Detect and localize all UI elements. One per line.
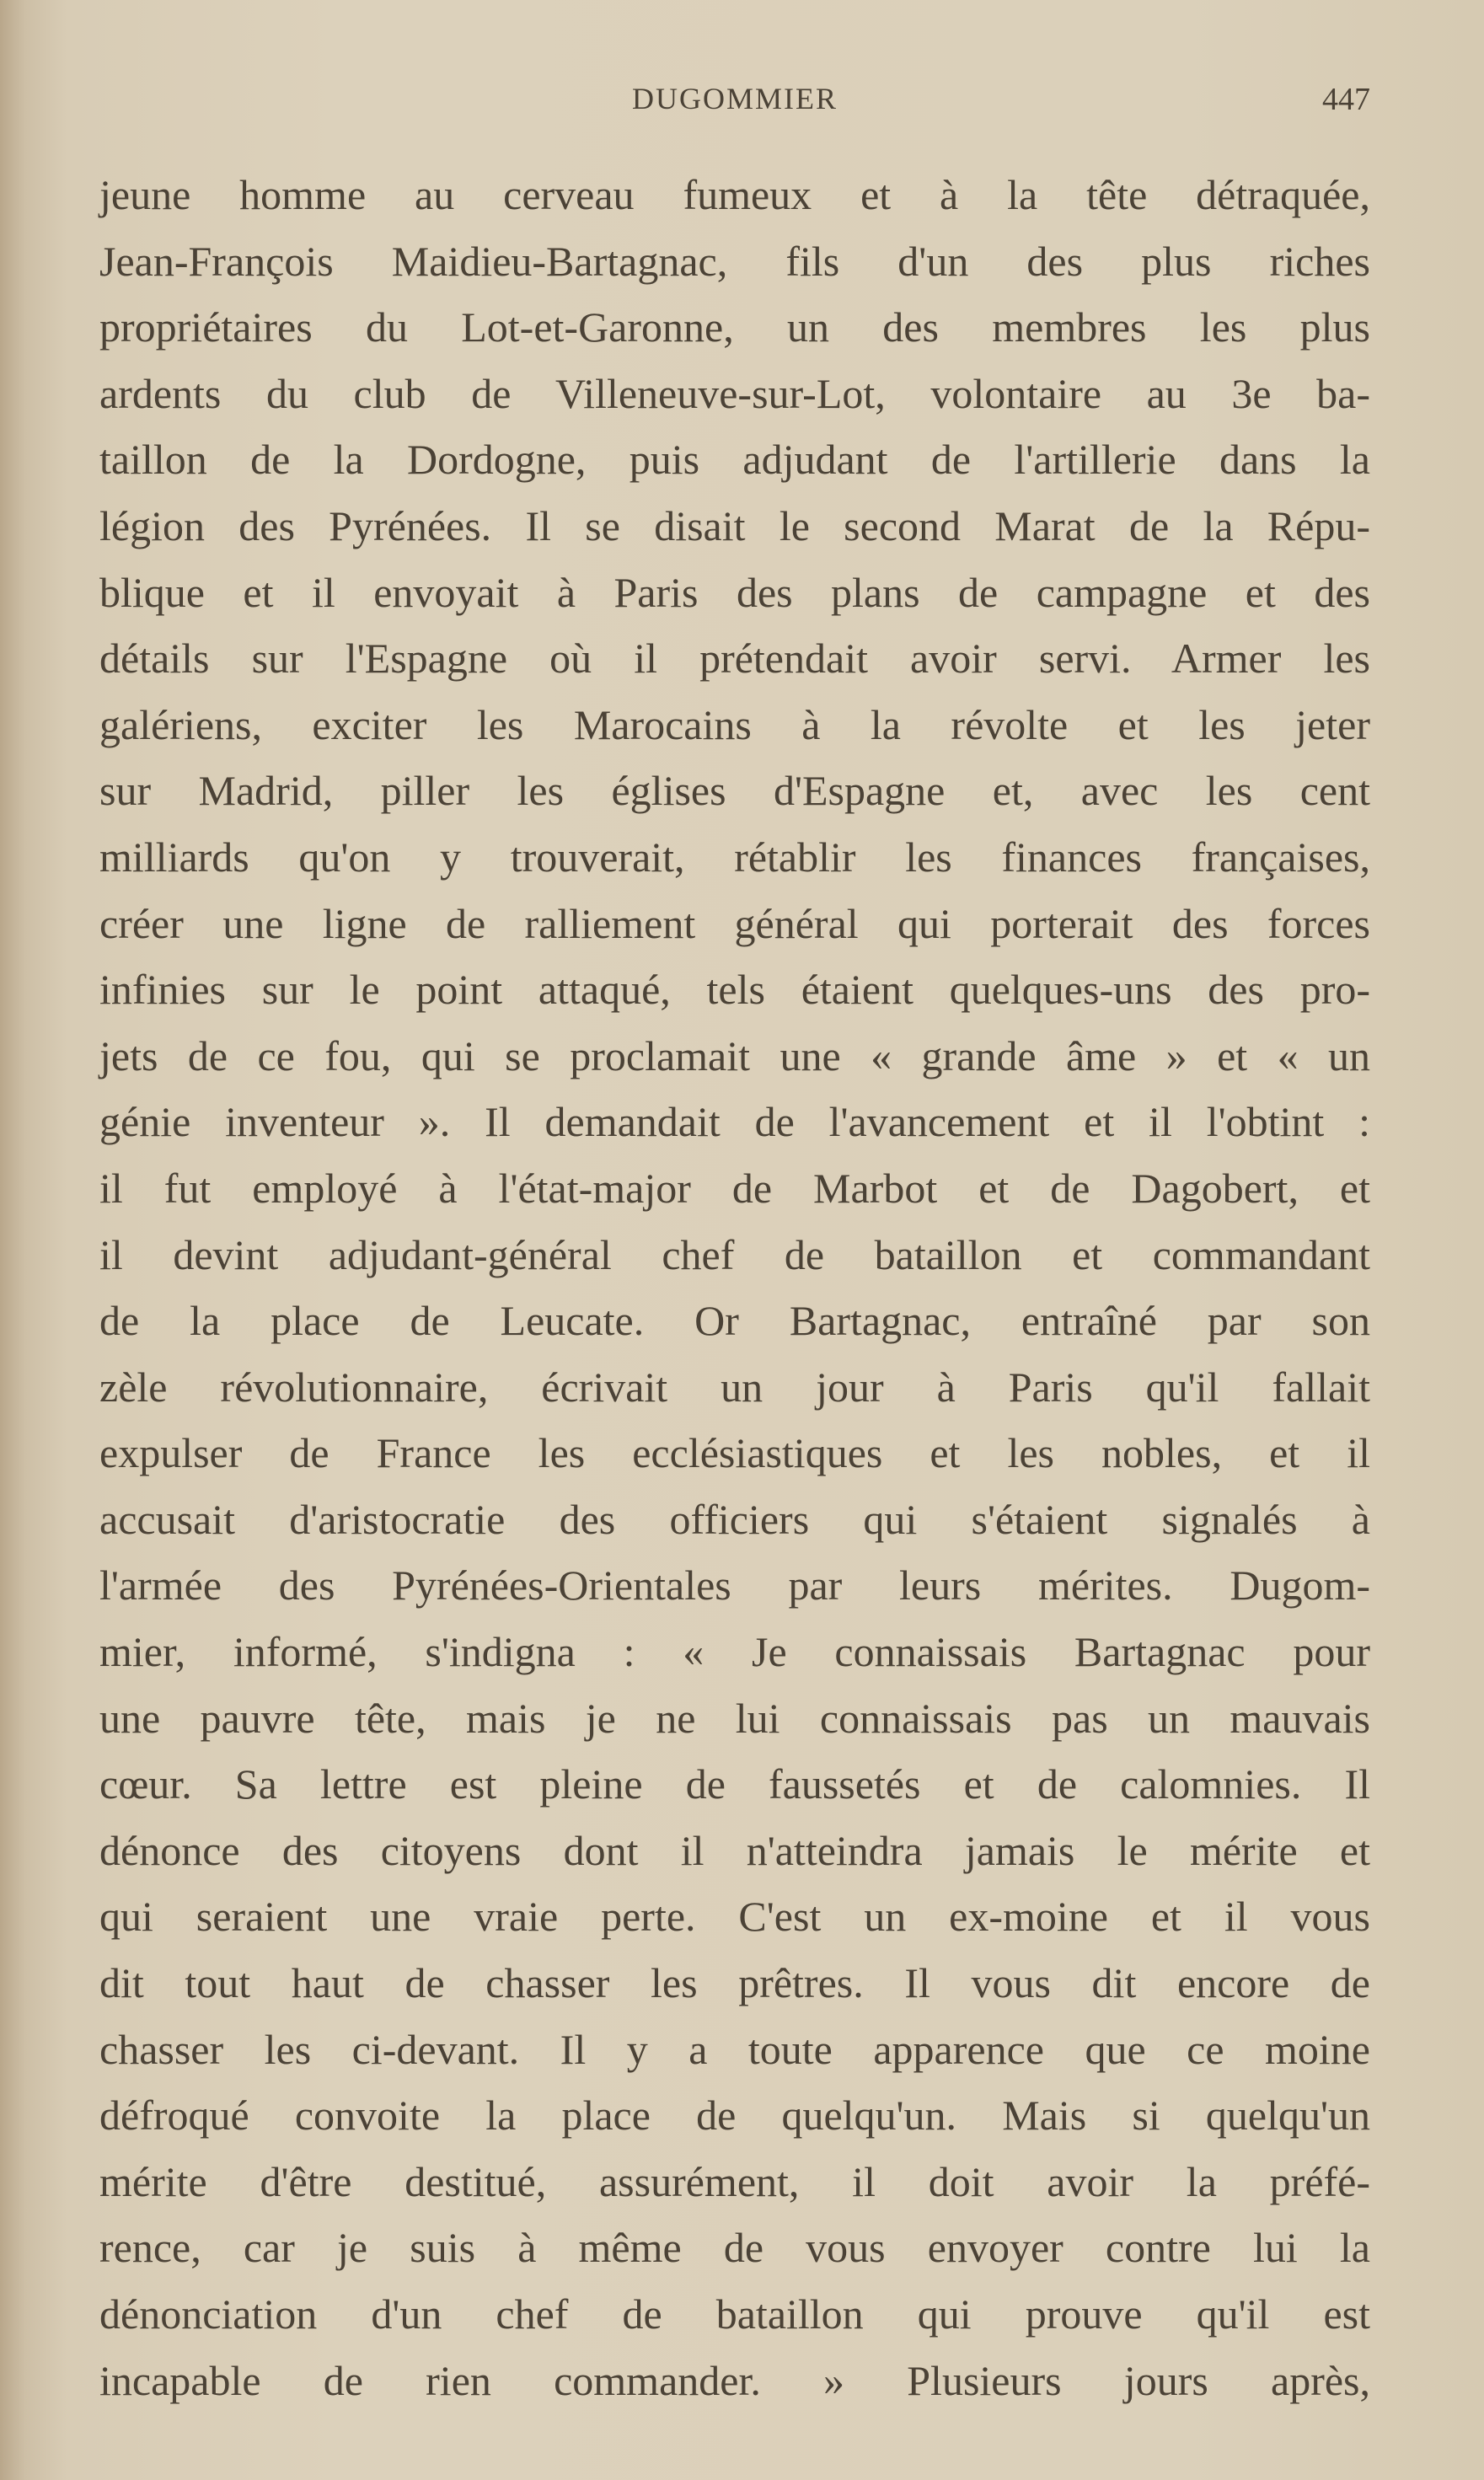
text-line: accusait d'aristocratie des officiers qui s'étaient signalés à xyxy=(99,1495,1370,1543)
text-line: défroqué convoite la place de quelqu'un. Mais si quelqu'un xyxy=(99,2092,1370,2140)
page-header xyxy=(99,81,1370,123)
text-line: Jean-François Maidieu-Bartagnac, fils d'un des plus riches xyxy=(99,237,1370,285)
text-line: créer une ligne de ralliement général qui porterait des forces xyxy=(99,899,1370,947)
text-line: de la place de Leucate. Or Bartagnac, entraîné par son xyxy=(99,1297,1370,1345)
text-line: ardents du club de Villeneuve-sur-Lot, volontaire au 3e ba- xyxy=(99,369,1370,417)
text-line: galériens, exciter les Marocains à la révolte et les jeter xyxy=(99,700,1370,748)
text-line: incapable de rien commander. » Plusieurs jours après, xyxy=(99,2356,1370,2404)
page-number: 447 xyxy=(1322,82,1370,117)
text-line: infinies sur le point attaqué, tels étaient quelques-uns des pro- xyxy=(99,966,1370,1014)
text-line: légion des Pyrénées. Il se disait le second Marat de la Répu- xyxy=(99,501,1370,549)
text-line: mier, informé, s'indigna : « Je connaissais Bartagnac pour xyxy=(99,1628,1370,1676)
text-line: jeune homme au cerveau fumeux et à la tête détraquée, xyxy=(99,171,1370,218)
text-line: il fut employé à l'état-major de Marbot et de Dagobert, et xyxy=(99,1164,1370,1212)
text-line: mérite d'être destitué, assurément, il doit avoir la préfé- xyxy=(99,2157,1370,2205)
text-line: milliards qu'on y trouverait, rétablir les finances françaises, xyxy=(99,833,1370,881)
text-line: l'armée des Pyrénées-Orientales par leurs mérites. Dugom- xyxy=(99,1561,1370,1610)
text-line: taillon de la Dordogne, puis adjudant de l'artillerie dans la xyxy=(99,436,1370,484)
body-text xyxy=(99,162,1370,2413)
text-line: détails sur l'Espagne où il prétendait avoir servi. Armer les xyxy=(99,635,1370,683)
text-line: dénonce des citoyens dont il n'atteindra jamais le mérite et xyxy=(99,1826,1370,1874)
text-line: dit tout haut de chasser les prêtres. Il vous dit encore de xyxy=(99,1959,1370,2007)
text-line: blique et il envoyait à Paris des plans de campagne et des xyxy=(99,568,1370,616)
text-line: cœur. Sa lettre est pleine de faussetés et de calomnies. Il xyxy=(99,1760,1370,1808)
text-line: génie inventeur ». Il demandait de l'avancement et il l'obtint : xyxy=(99,1098,1370,1146)
text-line: zèle révolutionnaire, écrivait un jour à Paris qu'il fallait xyxy=(99,1363,1370,1411)
text-line: dénonciation d'un chef de bataillon qui prouve qu'il est xyxy=(99,2290,1370,2338)
text-line: expulser de France les ecclésiastiques et les nobles, et il xyxy=(99,1429,1370,1477)
text-line: chasser les ci-devant. Il y a toute apparence que ce moine xyxy=(99,2025,1370,2073)
text-line: jets de ce fou, qui se proclamait une « grande âme » et « un xyxy=(99,1031,1370,1079)
text-line: sur Madrid, piller les églises d'Espagne et, avec les cent xyxy=(99,767,1370,815)
text-line: il devint adjudant-général chef de bataillon et commandant xyxy=(99,1230,1370,1278)
text-line: propriétaires du Lot-et-Garonne, un des membres les plus xyxy=(99,303,1370,351)
running-title: DUGOMMIER xyxy=(631,82,838,115)
text-line: rence, car je suis à même de vous envoyer contre lui la xyxy=(99,2224,1370,2272)
text-line: une pauvre tête, mais je ne lui connaissais pas un mauvais xyxy=(99,1694,1370,1742)
text-line: qui seraient une vraie perte. C'est un ex-moine et il vous xyxy=(99,1893,1370,1941)
